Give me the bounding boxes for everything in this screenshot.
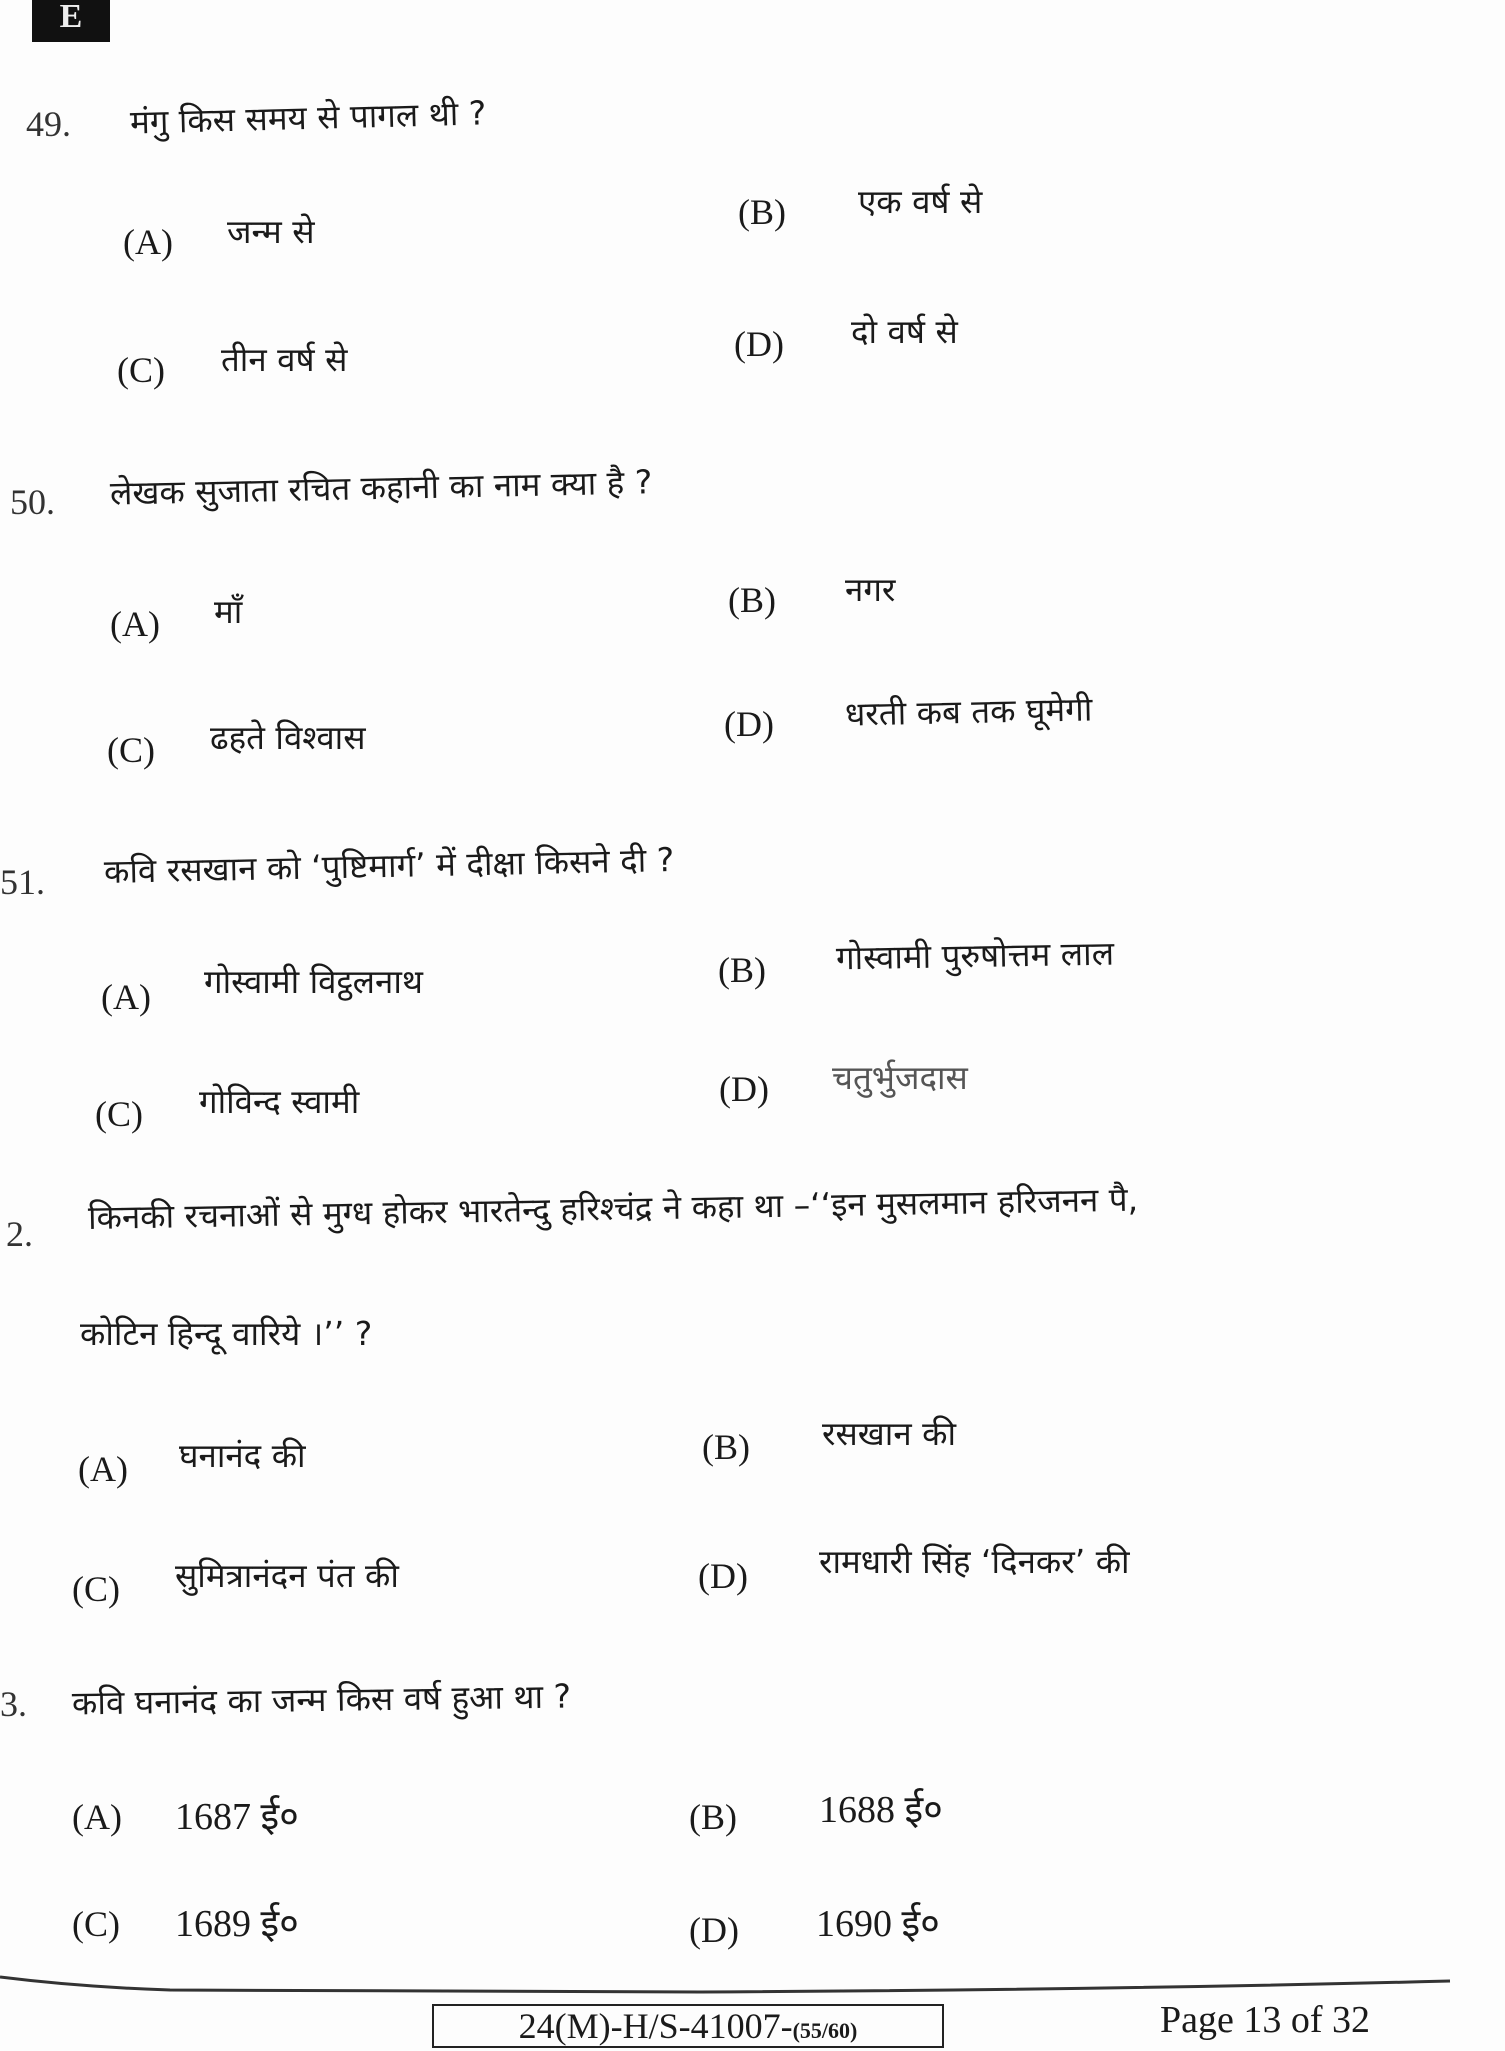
option-text: दो वर्ष से (851, 312, 958, 351)
option-text: घनानंद की (179, 1436, 306, 1475)
option-label: (C) (117, 350, 165, 390)
option-label: (C) (107, 730, 155, 770)
option-text: धरती कब तक घूमेगी (844, 689, 1093, 734)
question-number: 2. (6, 1214, 33, 1254)
option-label: (B) (728, 580, 776, 620)
option-label: (C) (72, 1904, 120, 1944)
option-text: 1690 ई० (816, 1903, 940, 1945)
option-text: जन्म से (227, 212, 315, 251)
option-text: 1688 ई० (819, 1789, 943, 1831)
set-code-badge: E (32, 0, 110, 42)
question-text-line2: कोटिन हिन्दू वारिये ।’’ ? (80, 1314, 373, 1353)
option-label: (A) (110, 604, 160, 644)
option-label: (B) (738, 192, 786, 232)
option-label: (D) (689, 1910, 739, 1950)
option-text: माँ (214, 592, 243, 631)
option-text: रसखान की (822, 1414, 957, 1453)
option-text: रामधारी सिंह ‘दिनकर’ की (819, 1542, 1130, 1581)
question-text: लेखक सुजाता रचित कहानी का नाम क्या है ? (109, 462, 653, 513)
question-number: 51. (0, 862, 45, 902)
page-number: Page 13 of 32 (1160, 1999, 1371, 2041)
footer-rule (0, 1975, 1505, 1995)
option-label: (A) (123, 222, 173, 262)
option-label: (D) (719, 1069, 769, 1109)
question-text: किनकी रचनाओं से मुग्ध होकर भारतेन्दु हरिश्चंद्र ने कहा था –‘‘इन मुसलमान हरिजनन पै, (87, 1179, 1139, 1237)
question-number: 3. (0, 1684, 27, 1724)
option-text: 1689 ई० (175, 1903, 299, 1945)
option-text: ढहते विश्वास (210, 718, 366, 757)
option-label: (C) (72, 1569, 120, 1609)
option-label: (D) (698, 1556, 748, 1596)
paper-code-box (432, 2004, 944, 2048)
option-label: (B) (718, 950, 766, 990)
option-label: (D) (734, 324, 784, 364)
option-label: (C) (95, 1094, 143, 1134)
option-label: (A) (78, 1449, 128, 1489)
question-number: 49. (26, 104, 71, 144)
option-label: (B) (689, 1797, 737, 1837)
option-label: (A) (101, 977, 151, 1017)
option-text: एक वर्ष से (858, 182, 983, 221)
question-text: मंगु किस समय से पागल थी ? (129, 93, 487, 142)
option-text: नगर (845, 570, 896, 609)
option-text: गोस्वामी विट्ठलनाथ (204, 962, 423, 1001)
question-text: कवि घनानंद का जन्म किस वर्ष हुआ था ? (71, 1676, 572, 1723)
option-text: गोस्वामी पुरुषोत्तम लाल (835, 933, 1115, 978)
paper-code-suffix: (55/60) (792, 2018, 858, 2043)
option-text: चतुर्भुजदास (832, 1058, 968, 1097)
option-text: सुमित्रानंदन पंत की (175, 1556, 399, 1595)
option-text: तीन वर्ष से (221, 340, 348, 379)
option-label: (A) (72, 1797, 122, 1837)
option-label: (B) (702, 1427, 750, 1467)
option-label: (D) (724, 704, 774, 744)
question-number: 50. (10, 482, 55, 522)
paper-code: 24(M)-H/S-41007- (518, 2006, 793, 2046)
option-text: गोविन्द स्वामी (199, 1082, 360, 1121)
question-text: कवि रसखान को ‘पुष्टिमार्ग’ में दीक्षा किसने दी ? (103, 840, 675, 891)
option-text: 1687 ई० (175, 1796, 299, 1838)
